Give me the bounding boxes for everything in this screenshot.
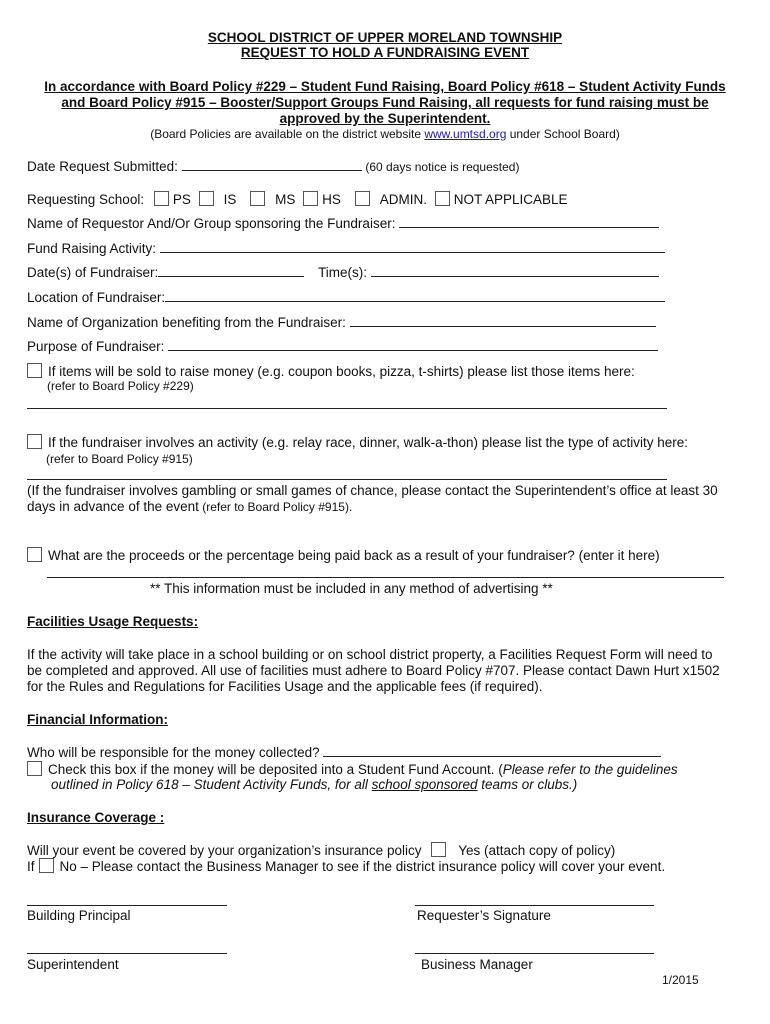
insurance-no-row: [27, 858, 665, 874]
insurance-heading: Insurance Coverage :: [27, 810, 165, 825]
requestor-row: [27, 215, 659, 231]
activity-type-ref: (refer to Board Policy #915): [46, 452, 193, 466]
ms-option-label: MS: [275, 192, 296, 207]
admin-option-label: ADMIN.: [379, 192, 427, 207]
superintendent-signature-line[interactable]: [27, 953, 227, 954]
not-applicable-option-label: NOT APPLICABLE: [453, 192, 568, 207]
activity-type-row: [27, 434, 688, 450]
insurance-yes-label: Yes (attach copy of policy): [458, 843, 616, 858]
policies-note-suffix: under School Board): [506, 127, 620, 141]
organization-row: [27, 314, 656, 330]
hs-option-label: HS: [322, 192, 341, 207]
admin-checkbox[interactable]: [355, 191, 370, 206]
student-fund-line2: [51, 777, 577, 792]
location-label: Location of Fundraiser:: [27, 290, 166, 305]
date-request-field[interactable]: [182, 158, 362, 171]
student-fund-guidelines: Please refer to the guidelines: [502, 762, 678, 777]
gambling-note-ref: (refer to Board Policy #915).: [198, 500, 353, 514]
proceeds-row: [27, 547, 660, 563]
requesting-school-row: [27, 191, 568, 207]
organization-label: Name of Organization benefiting from the Fundraiser:: [27, 315, 346, 330]
district-website-link[interactable]: www.umtsd.org: [424, 127, 507, 141]
not-applicable-checkbox[interactable]: [435, 191, 450, 206]
times-label: Time(s):: [318, 265, 368, 280]
student-fund-line2-end: teams or clubs.): [477, 777, 578, 792]
building-principal-signature-line[interactable]: [27, 905, 227, 906]
items-sold-row: [27, 363, 635, 379]
activity-row: [27, 240, 665, 256]
organization-field[interactable]: [350, 314, 656, 327]
student-fund-checkbox[interactable]: [27, 761, 42, 776]
policy-statement-line1: In accordance with Board Policy #229 – Student Fund Raising, Board Policy #618 – Student Activity Funds: [44, 79, 726, 94]
facilities-text-line2: be completed and approved. All use of facilities must adhere to Board Policy #707. Please contact Dawn Hurt x1502: [27, 663, 720, 678]
hs-checkbox[interactable]: [303, 191, 318, 206]
items-sold-checkbox[interactable]: [27, 363, 42, 378]
activity-field[interactable]: [160, 240, 665, 253]
building-principal-label: Building Principal: [27, 908, 131, 923]
activity-type-checkbox[interactable]: [27, 434, 42, 449]
purpose-label: Purpose of Fundraiser:: [27, 339, 165, 354]
student-fund-text: Check this box if the money will be deposited into a Student Fund Account. (: [48, 762, 503, 777]
form-title-district: SCHOOL DISTRICT OF UPPER MORELAND TOWNSHIP: [207, 30, 563, 45]
insurance-yes-checkbox[interactable]: [431, 842, 446, 857]
form-title-request: REQUEST TO HOLD A FUNDRAISING EVENT: [240, 45, 530, 60]
items-sold-ref: (refer to Board Policy #229): [47, 379, 194, 393]
business-manager-signature-line[interactable]: [415, 953, 654, 954]
purpose-row: [27, 338, 658, 354]
insurance-question: Will your event be covered by your organization’s insurance policy: [27, 843, 422, 858]
student-fund-row: [27, 761, 678, 777]
dates-times-row: [27, 264, 659, 280]
financial-heading: Financial Information:: [27, 712, 169, 727]
activity-type-text: If the fundraiser involves an activity (e.g. relay race, dinner, walk-a-thon) please list the type of activity here:: [48, 435, 689, 450]
proceeds-checkbox[interactable]: [27, 547, 42, 562]
proceeds-text: What are the proceeds or the percentage being paid back as a result of your fundraiser? (enter it here): [48, 548, 660, 563]
money-responsible-field[interactable]: [323, 744, 661, 757]
requester-signature-label: Requester’s Signature: [417, 908, 551, 923]
dates-label: Date(s) of Fundraiser:: [27, 265, 159, 280]
policies-note-prefix: (Board Policies are available on the district website: [150, 127, 425, 141]
activity-label: Fund Raising Activity:: [27, 241, 157, 256]
items-sold-entry-line[interactable]: [27, 408, 667, 409]
school-sponsored-text: school sponsored: [371, 777, 478, 792]
gambling-note-line1: (If the fundraiser involves gambling or small games of chance, please contact the Superintendent’s office at least 30: [27, 483, 718, 498]
business-manager-label: Business Manager: [421, 957, 533, 972]
is-checkbox[interactable]: [199, 191, 214, 206]
form-version: 1/2015: [662, 973, 699, 987]
policy-statement-line2: and Board Policy #915 – Booster/Support Groups Fund Raising, all requests for fund raising must be: [61, 95, 709, 110]
dates-field[interactable]: [158, 264, 304, 277]
activity-type-entry-line[interactable]: [27, 479, 667, 480]
insurance-no-checkbox[interactable]: [39, 858, 54, 873]
superintendent-label: Superintendent: [27, 957, 119, 972]
ps-option-label: PS: [172, 192, 191, 207]
date-request-label: Date Request Submitted:: [27, 159, 178, 174]
policy-statement-line3: approved by the Superintendent.: [279, 111, 491, 126]
requesting-school-label: Requesting School:: [27, 192, 145, 207]
date-request-row: [27, 158, 519, 174]
insurance-no-label: No – Please contact the Business Manager to see if the district insurance policy will cover your event.: [59, 859, 666, 874]
insurance-if-label: If: [27, 859, 35, 874]
gambling-note-line2: [27, 499, 352, 514]
student-fund-line2-text: outlined in Policy 618 – Student Activity Funds, for all: [51, 777, 372, 792]
advertising-note: ** This information must be included in any method of advertising **: [150, 581, 553, 596]
policies-availability-note: [0, 127, 770, 141]
items-sold-text: If items will be sold to raise money (e.g. coupon books, pizza, t-shirts) please list those items here:: [48, 364, 635, 379]
insurance-question-row: [27, 842, 615, 858]
purpose-field[interactable]: [168, 338, 658, 351]
times-field[interactable]: [371, 264, 659, 277]
requestor-field[interactable]: [399, 215, 659, 228]
gambling-note-text: days in advance of the event: [27, 499, 199, 514]
facilities-text-line1: If the activity will take place in a school building or on school district property, a Facilities Request Form will need to: [27, 647, 713, 662]
facilities-heading: Facilities Usage Requests:: [27, 614, 199, 629]
date-request-note: (60 days notice is requested): [365, 160, 520, 174]
location-field[interactable]: [165, 289, 665, 302]
ms-checkbox[interactable]: [250, 191, 265, 206]
proceeds-entry-line[interactable]: [47, 577, 724, 578]
requester-signature-line[interactable]: [415, 905, 654, 906]
facilities-text-line3: for the Rules and Regulations for Facilities Usage and the applicable fees (if required).: [27, 679, 543, 694]
money-responsible-label: Who will be responsible for the money collected?: [27, 745, 320, 760]
money-responsible-row: [27, 744, 661, 760]
requestor-label: Name of Requestor And/Or Group sponsoring the Fundraiser:: [27, 216, 396, 231]
location-row: [27, 289, 665, 305]
ps-checkbox[interactable]: [154, 191, 169, 206]
is-option-label: IS: [223, 192, 237, 207]
